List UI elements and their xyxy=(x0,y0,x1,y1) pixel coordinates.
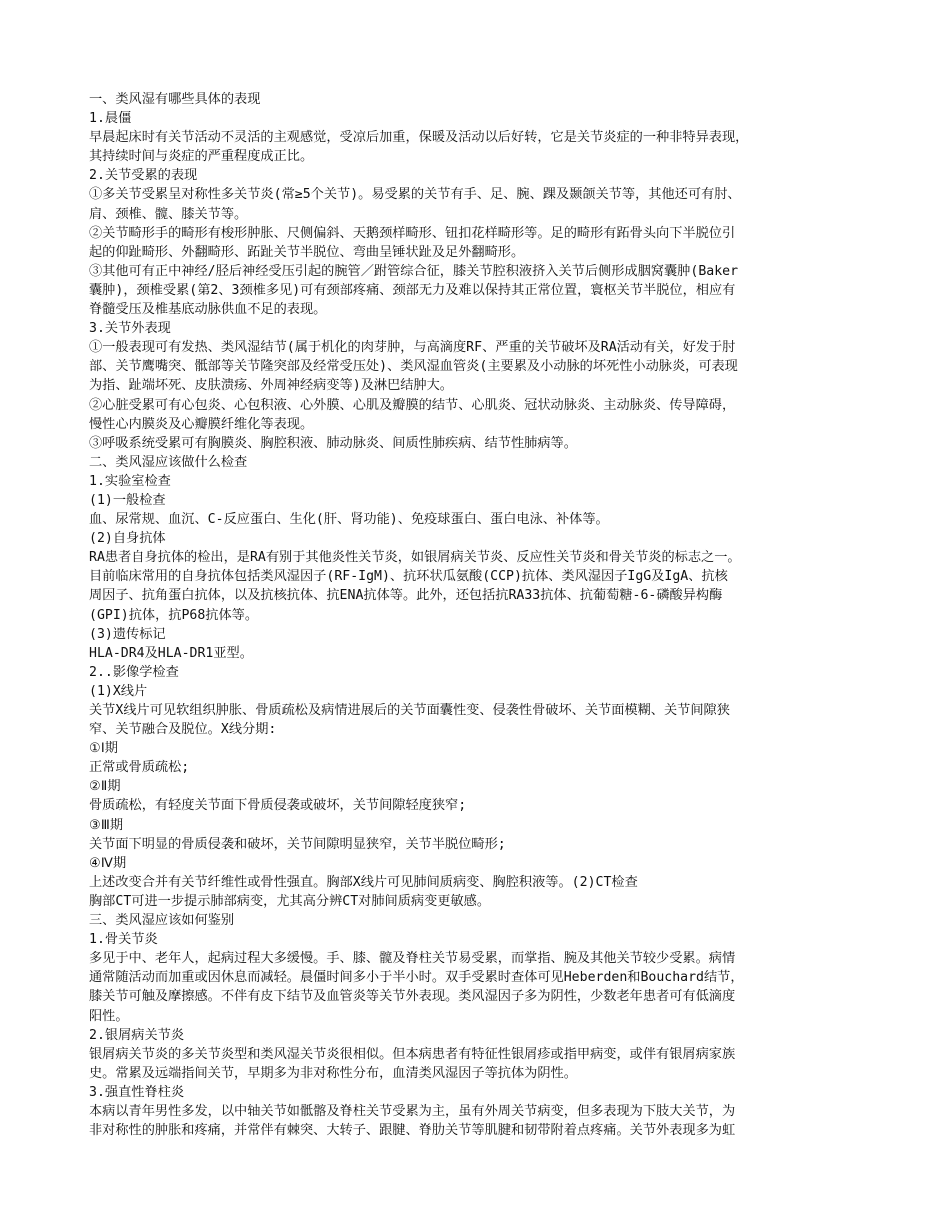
text-line: ②关节畸形手的畸形有梭形肿胀、尺侧偏斜、天鹅颈样畸形、钮扣花样畸形等。足的畸形有跖骨头向下半脱位引 xyxy=(89,225,736,241)
text-line: 三、类风湿应该如何鉴别 xyxy=(89,913,235,929)
text-line: ③呼吸系统受累可有胸膜炎、胸腔积液、肺动脉炎、间质性肺疾病、结节性肺病等。 xyxy=(89,435,577,451)
text-line: 慢性心内膜炎及心瓣膜纤维化等表现。 xyxy=(89,416,314,432)
text-line: 通常随活动而加重或因休息而减轻。晨僵时间多小于半小时。双手受累时查体可见Heberden和Bouchard结节， xyxy=(89,970,744,986)
text-line: 肩、颈椎、髋、膝关节等。 xyxy=(89,206,248,222)
text-line: ③Ⅲ期 xyxy=(89,817,124,833)
text-line: 目前临床常用的自身抗体包括类风湿因子(RF-IgM)、抗环状瓜氨酸(CCP)抗体、类风湿因子IgG及IgA、抗核 xyxy=(89,569,728,585)
text-line: (GPI)抗体，抗P68抗体等。 xyxy=(89,607,259,623)
text-line: 胸部CT可进一步提示肺部病变，尤其高分辨CT对肺间质病变更敏感。 xyxy=(89,893,491,909)
text-line: (2)自身抗体 xyxy=(89,531,166,547)
text-line: ④Ⅳ期 xyxy=(89,855,127,871)
text-line: 关节面下明显的骨质侵袭和破坏，关节间隙明显狭窄，关节半脱位畸形; xyxy=(89,836,506,852)
text-line: 阳性。 xyxy=(89,1008,129,1024)
text-line: 银屑病关节炎的多关节炎型和类风湿关节炎很相似。但本病患者有特征性银屑疹或指甲病变，或伴有银屑病家族 xyxy=(89,1046,736,1062)
text-line: 2.关节受累的表现 xyxy=(89,168,198,184)
text-line: 二、类风湿应该做什么检查 xyxy=(89,454,248,470)
text-line: 脊髓受压及椎基底动脉供血不足的表现。 xyxy=(89,302,327,318)
text-line: 血、尿常规、血沉、C-反应蛋白、生化(肝、肾功能)、免疫球蛋白、蛋白电泳、补体等。 xyxy=(89,512,609,528)
text-line: ①Ⅰ期 xyxy=(89,741,118,757)
text-line: 关节X线片可见软组织肿胀、骨质疏松及病情进展后的关节面囊性变、侵袭性骨破坏、关节面模糊、关节间隙狭 xyxy=(89,703,730,718)
text-line: 3.强直性脊柱炎 xyxy=(89,1084,185,1100)
text-line: 骨质疏松，有轻度关节面下骨质侵袭或破坏，关节间隙轻度狭窄; xyxy=(89,798,467,814)
text-line: 周因子、抗角蛋白抗体，以及抗核抗体、抗ENA抗体等。此外，还包括抗RA33抗体、抗葡萄糖-6-磷酸异构酶 xyxy=(89,588,723,604)
text-line: (1)一般检查 xyxy=(89,492,166,508)
text-line: 窄、关节融合及脱位。X线分期: xyxy=(89,722,277,738)
text-line: 史。常累及远端指间关节，早期多为非对称性分布，血清类风湿因子等抗体为阴性。 xyxy=(89,1065,577,1081)
text-line: 膝关节可触及摩擦感。不伴有皮下结节及血管炎等关节外表现。类风湿因子多为阴性，少数老年患者可有低滴度 xyxy=(89,989,736,1005)
text-line: ②心脏受累可有心包炎、心包积液、心外膜、心肌及瓣膜的结节、心肌炎、冠状动脉炎、主动脉炎、传导障碍， xyxy=(89,397,736,413)
text-line: 早晨起床时有关节活动不灵活的主观感觉，受凉后加重，保暖及活动以后好转，它是关节炎症的一种非特异表现， xyxy=(89,130,749,146)
document-body xyxy=(89,90,864,1140)
text-line: 其持续时间与炎症的严重程度成正比。 xyxy=(89,149,314,165)
text-line: 部、关节鹰嘴突、骶部等关节隆突部及经常受压处)、类风湿血管炎(主要累及小动脉的坏死性小动脉炎，可表现 xyxy=(89,359,738,375)
text-line: 起的仰趾畸形、外翻畸形、跖趾关节半脱位、弯曲呈锤状趾及足外翻畸形。 xyxy=(89,244,525,260)
text-line: RA患者自身抗体的检出，是RA有别于其他炎性关节炎，如银屑病关节炎、反应性关节炎和骨关节炎的标志之一。 xyxy=(89,550,741,566)
text-line: 1.晨僵 xyxy=(89,111,132,127)
text-line: 非对称性的肿胀和疼痛，并常伴有棘突、大转子、跟腱、脊肋关节等肌腱和韧带附着点疼痛。关节外表现多为虹 xyxy=(89,1123,736,1139)
text-line: 多见于中、老年人，起病过程大多缓慢。手、膝、髋及脊柱关节易受累，而掌指、腕及其他关节较少受累。病情 xyxy=(89,951,736,967)
text-line: ①多关节受累呈对称性多关节炎(常≥5个关节)。易受累的关节有手、足、腕、踝及颞颌关节等，其他还可有肘、 xyxy=(89,187,741,203)
text-line: (3)遗传标记 xyxy=(89,626,166,642)
text-line: 2.银屑病关节炎 xyxy=(89,1027,185,1043)
text-line: 正常或骨质疏松; xyxy=(89,760,190,776)
text-line: 1.实验室检查 xyxy=(89,473,171,489)
text-line: ②Ⅱ期 xyxy=(89,779,121,795)
text-line: ③其他可有正中神经/胫后神经受压引起的腕管／跗管综合征，膝关节腔积液挤入关节后侧形成胭窝囊肿(Baker xyxy=(89,263,739,279)
text-line: 上述改变合并有关节纤维性或骨性强直。胸部X线片可见肺间质病变、胸腔积液等。(2)CT检查 xyxy=(89,874,638,890)
text-line: 3.关节外表现 xyxy=(89,321,171,337)
text-line: HLA-DR4及HLA-DR1亚型。 xyxy=(89,645,253,661)
text-line: ①一般表现可有发热、类风湿结节(属于机化的肉芽肿，与高滴度RF、严重的关节破坏及RA活动有关，好发于肘 xyxy=(89,340,736,356)
text-line: 2..影像学检查 xyxy=(89,664,179,680)
text-line: 一、类风湿有哪些具体的表现 xyxy=(89,92,261,107)
text-line: 1.骨关节炎 xyxy=(89,932,158,948)
text-line: 囊肿)，颈椎受累(第2、3颈椎多见)可有颈部疼痛、颈部无力及难以保持其正常位置，寰枢关节半脱位，相应有 xyxy=(89,282,736,298)
text-line: 为指、趾端坏死、皮肤溃疡、外周神经病变等)及淋巴结肿大。 xyxy=(89,378,453,394)
text-line: (1)X线片 xyxy=(89,683,148,699)
text-line: 本病以青年男性多发，以中轴关节如骶髂及脊柱关节受累为主，虽有外周关节病变，但多表现为下肢大关节，为 xyxy=(89,1103,736,1119)
